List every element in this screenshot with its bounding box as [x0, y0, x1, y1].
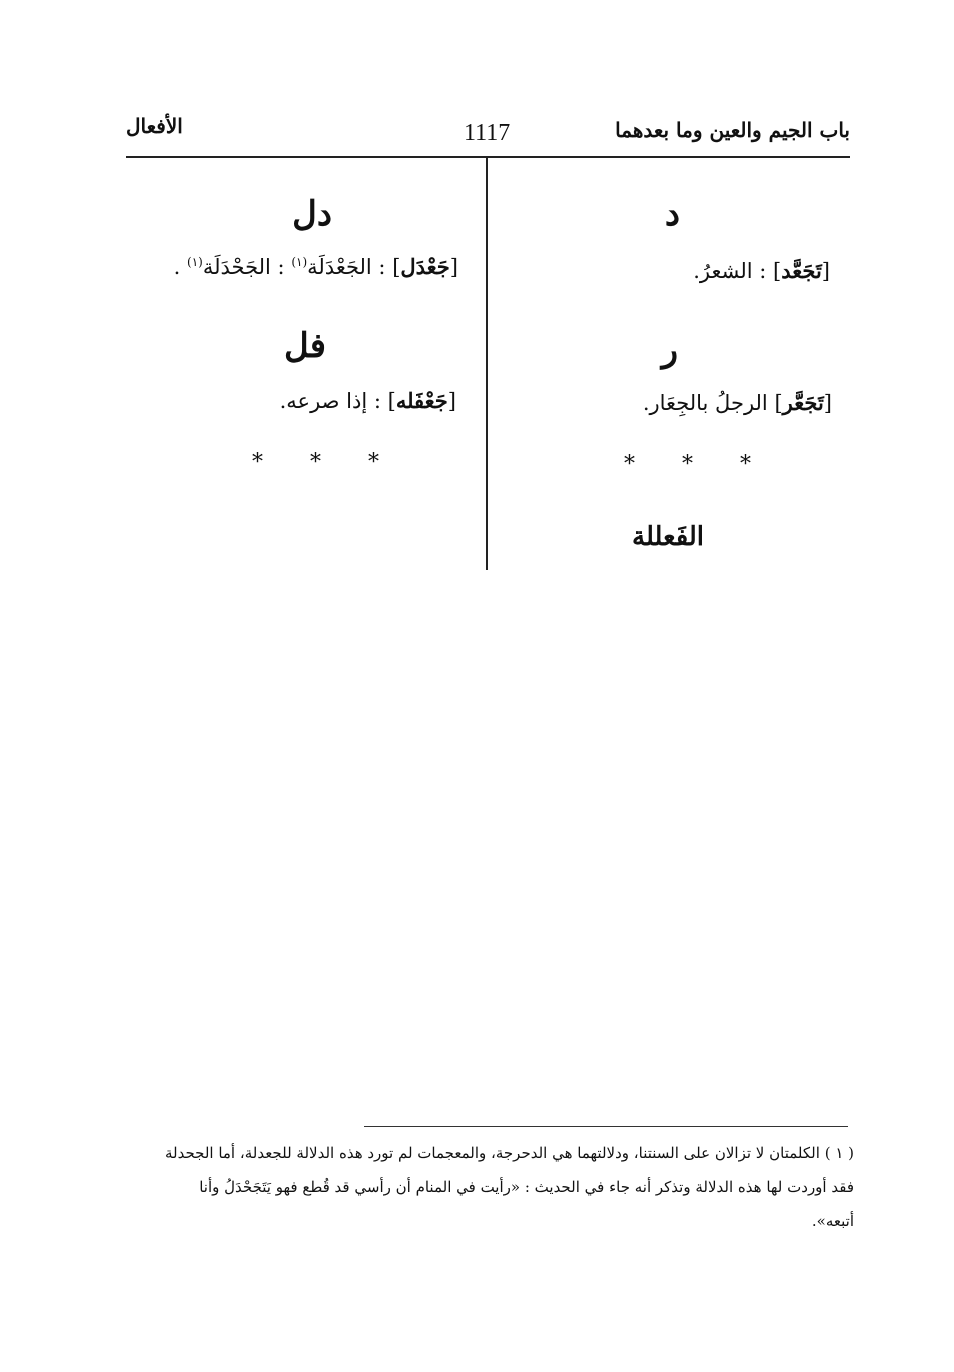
entry-definition: : الشعرُ.: [693, 259, 767, 283]
bracket-close: ]: [773, 259, 782, 283]
column-divider: [486, 158, 488, 570]
entry-definition: الرجلُ بالجِعَار.: [642, 391, 768, 415]
entry-keyword: تَجَعَّد: [781, 258, 822, 283]
section-label: الأفعال: [126, 114, 183, 138]
bracket-close: ]: [774, 391, 783, 415]
footnote-marker: ( ١ ): [824, 1144, 854, 1162]
separator-stars-right: * * *: [624, 452, 771, 477]
entry-definition-part2: : الجَحْدَلَة: [202, 255, 285, 279]
entry-tajaar: [643, 390, 832, 415]
bracket-open: [: [821, 259, 830, 283]
entry-keyword: تَجَعَّر: [782, 390, 824, 415]
chapter-title: باب الجيم والعين وما بعدهما: [615, 118, 850, 142]
entry-keyword: جَعْفَله: [395, 388, 448, 413]
footnote-ref[interactable]: (١): [291, 255, 308, 269]
right-heading-dal: د: [664, 194, 680, 234]
entry-definition-part1: : الجَعْدَلَة: [307, 255, 386, 279]
footnote: [124, 1136, 854, 1238]
entry-jafala: [280, 388, 456, 413]
entry-definition-end: .: [173, 255, 181, 279]
separator-stars-left: * * *: [252, 450, 399, 475]
footnote-rule: [364, 1126, 848, 1127]
bracket-open: [: [449, 255, 458, 279]
right-heading-ra: ر: [661, 330, 678, 370]
left-heading-dal-lam: دل: [292, 194, 332, 234]
header-rule: [126, 156, 850, 158]
entry-keyword: جَعْدَل: [400, 254, 450, 279]
entry-jadal: [174, 254, 458, 279]
left-heading-fa-lam: فل: [283, 326, 326, 366]
bracket-open: [: [447, 389, 456, 413]
next-section-title: الفَعللة: [632, 522, 704, 552]
footnote-ref[interactable]: (١): [187, 255, 203, 269]
footnote-text: الكلمتان لا تزالان على السنتنا، ودلالتهما هي الدحرجة، والمعجمات لم تورد هذه الدلالة للجعدلة، أما الجحدلة: [164, 1144, 820, 1162]
entry-definition: : إذا صرعه.: [279, 389, 381, 413]
page-number: 1117: [464, 120, 511, 146]
bracket-open: [: [823, 391, 832, 415]
footnote-line-1: [124, 1136, 854, 1170]
footnote-line-2: فقد أوردت لها هذه الدلالة وتذكر أنه جاء في الحديث : «رأيت في المنام أن رأسي قد قُطع فهو يَتَجَحْدَلُ وأنا: [199, 1178, 854, 1196]
entry-tajaad: [693, 258, 830, 283]
footnote-line-3: أتبعه».: [811, 1212, 854, 1230]
bracket-close: ]: [387, 389, 396, 413]
bracket-close: ]: [392, 255, 401, 279]
